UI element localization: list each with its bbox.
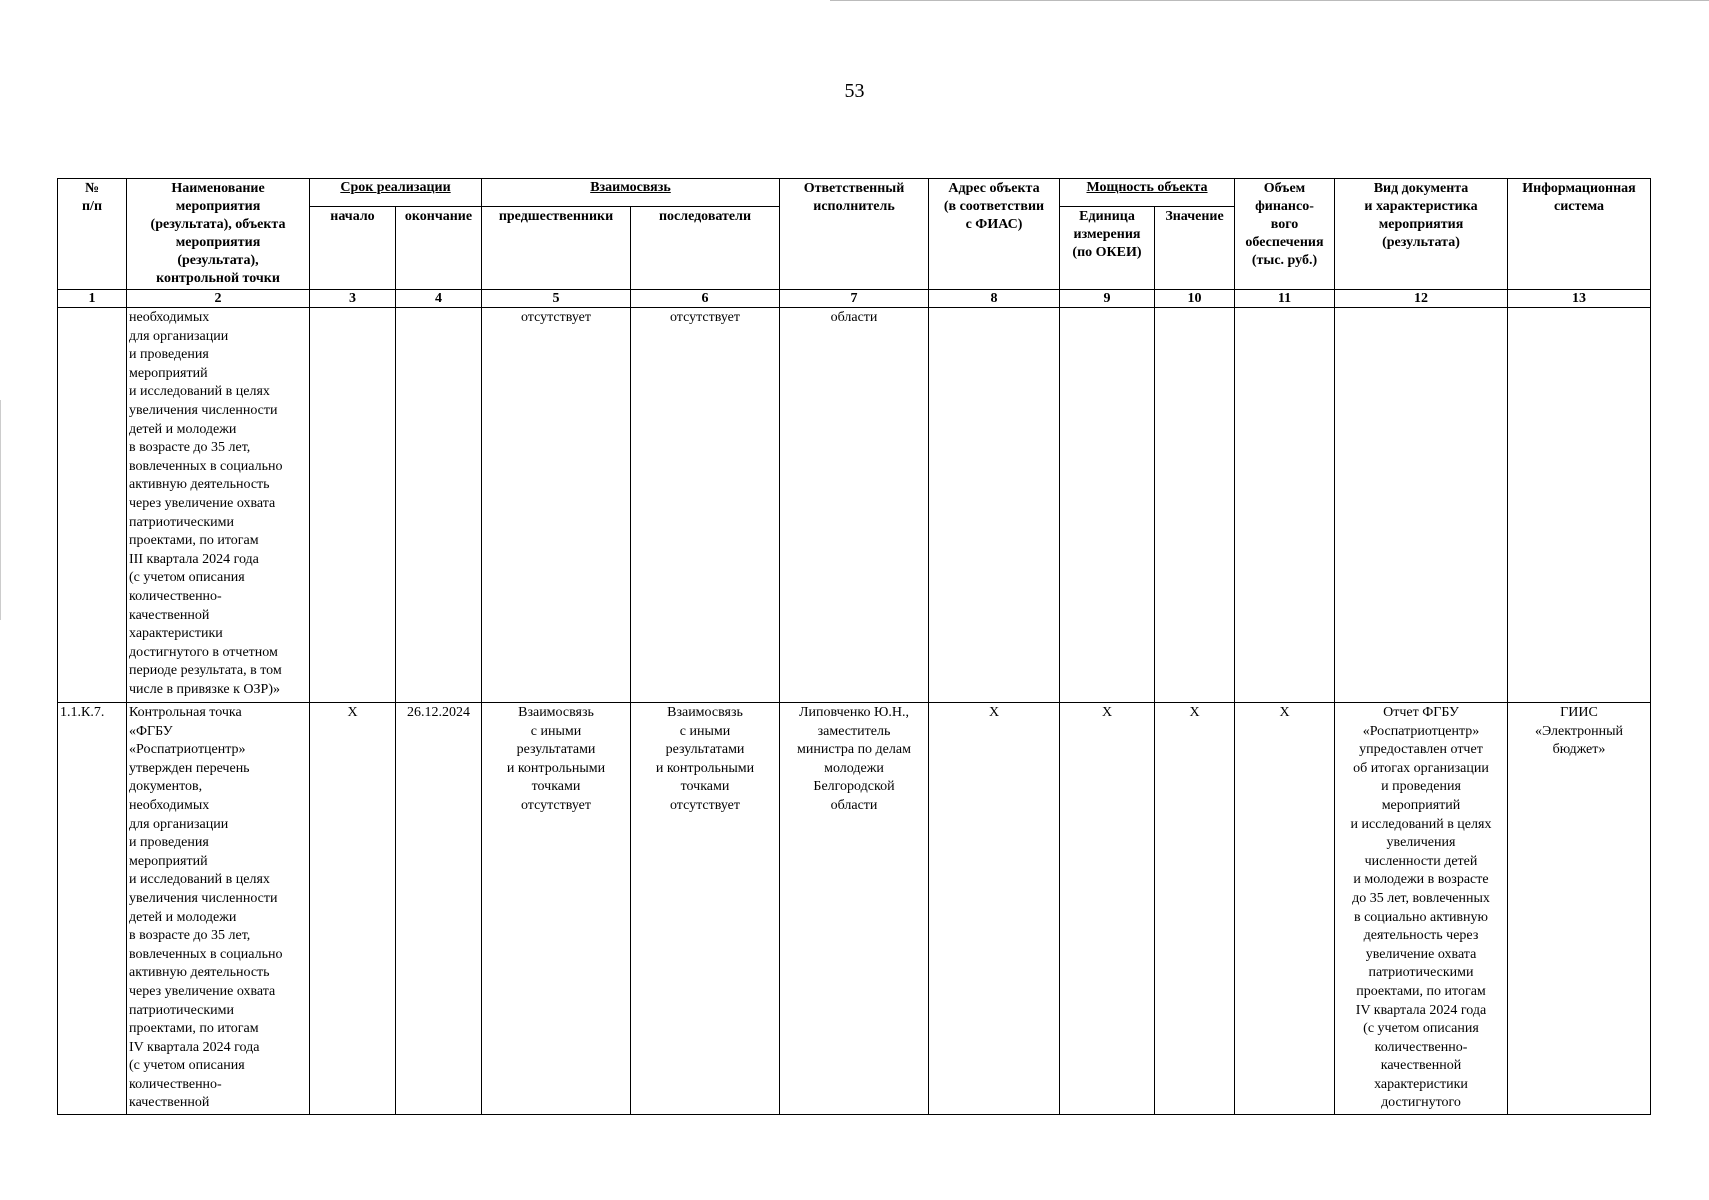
cell-end [396,308,482,703]
column-number: 12 [1335,290,1508,308]
column-number: 13 [1508,290,1651,308]
cell-name: необходимых для организации и проведения мероприятий и исследований в целях увеличения численности детей и молодежи в возрасте до 35 лет, вовлеченных в социально активную деятельность через увеличение охвата патриотическими проектами, по итогам III квартала 2024 года (с учетом описания количественно- качественной характеристики достигнутого в отчетном периоде результата, в том числе в привязке к ОЗР)» [127,308,310,703]
cell-value [1155,308,1235,703]
column-numbers-row [58,290,1651,308]
cell-name: Контрольная точка «ФГБУ «Роспатриотцентр» утвержден перечень документов, необходимых для организации и проведения мероприятий и исследований в целях увеличения численности детей и молодежи в возрасте до 35 лет, вовлеченных в социально активную деятельность через увеличение охвата патриотическими проектами, по итогам IV квартала 2024 года (с учетом описания количественно- качественной [127,703,310,1115]
cell-start [310,308,396,703]
column-number: 11 [1235,290,1335,308]
table-row [58,703,1651,1115]
cell-predecessors: Взаимосвязь с иными результатами и контрольными точками отсутствует [482,703,631,1115]
header-predecessors: предшественники [482,206,631,289]
header-group-link [482,179,780,207]
cell-successors: отсутствует [631,308,780,703]
cell-responsible: Липовченко Ю.Н., заместитель министра по делам молодежи Белгородской области [780,703,929,1115]
table-row [58,308,1651,703]
header-num: № п/п [58,179,127,290]
cell-financing: X [1235,703,1335,1115]
header-info-system: Информационная система [1508,179,1651,290]
column-number: 6 [631,290,780,308]
cell-start: X [310,703,396,1115]
cell-document [1335,308,1508,703]
cell-address [929,308,1060,703]
cell-unit: X [1060,703,1155,1115]
header-end: окончание [396,206,482,289]
cell-num [58,308,127,703]
top-edge-line [830,0,1709,1]
cell-financing [1235,308,1335,703]
header-start: начало [310,206,396,289]
header-group-link-label: Взаимосвязь [590,180,671,195]
cell-info-system: ГИИС «Электронный бюджет» [1508,703,1651,1115]
cell-document: Отчет ФГБУ «Роспатриотцентр» упредоставлен отчет об итогах организации и проведения мероприятий и исследований в целях увеличения численности детей и молодежи в возрасте до 35 лет, вовлеченных в социально активную деятельность через увеличение охвата патриотическими проектами, по итогам IV квартала 2024 года (с учетом описания количественно- качественной характеристики достигнутого [1335,703,1508,1115]
cell-end: 26.12.2024 [396,703,482,1115]
header-successors: последователи [631,206,780,289]
cell-address: X [929,703,1060,1115]
header-group-power-label: Мощность объекта [1086,180,1208,195]
page-number: 53 [844,80,865,102]
header-document: Вид документа и характеристика мероприятия (результата) [1335,179,1508,290]
header-financing: Объем финансо- вого обеспечения (тыс. руб.) [1235,179,1335,290]
cell-info-system [1508,308,1651,703]
header-name: Наименование мероприятия (результата), объекта мероприятия (результата), контрольной точки [127,179,310,290]
header-responsible: Ответственный исполнитель [780,179,929,290]
header-group-term-label: Срок реализации [340,180,451,195]
column-number: 8 [929,290,1060,308]
cell-value: X [1155,703,1235,1115]
header-row-1 [58,179,1651,207]
column-number: 10 [1155,290,1235,308]
column-number: 4 [396,290,482,308]
header-value: Значение [1155,206,1235,289]
header-group-term [310,179,482,207]
scan-edge-mark [0,400,1,620]
activities-table [57,178,1651,1115]
header-group-power [1060,179,1235,207]
column-number: 1 [58,290,127,308]
cell-predecessors: отсутствует [482,308,631,703]
cell-unit [1060,308,1155,703]
header-address: Адрес объекта (в соответствии с ФИАС) [929,179,1060,290]
column-number: 2 [127,290,310,308]
column-number: 3 [310,290,396,308]
column-number: 9 [1060,290,1155,308]
cell-num: 1.1.К.7. [58,703,127,1115]
cell-responsible: области [780,308,929,703]
column-number: 7 [780,290,929,308]
column-number: 5 [482,290,631,308]
cell-successors: Взаимосвязь с иными результатами и контрольными точками отсутствует [631,703,780,1115]
header-unit: Единица измерения (по ОКЕИ) [1060,206,1155,289]
